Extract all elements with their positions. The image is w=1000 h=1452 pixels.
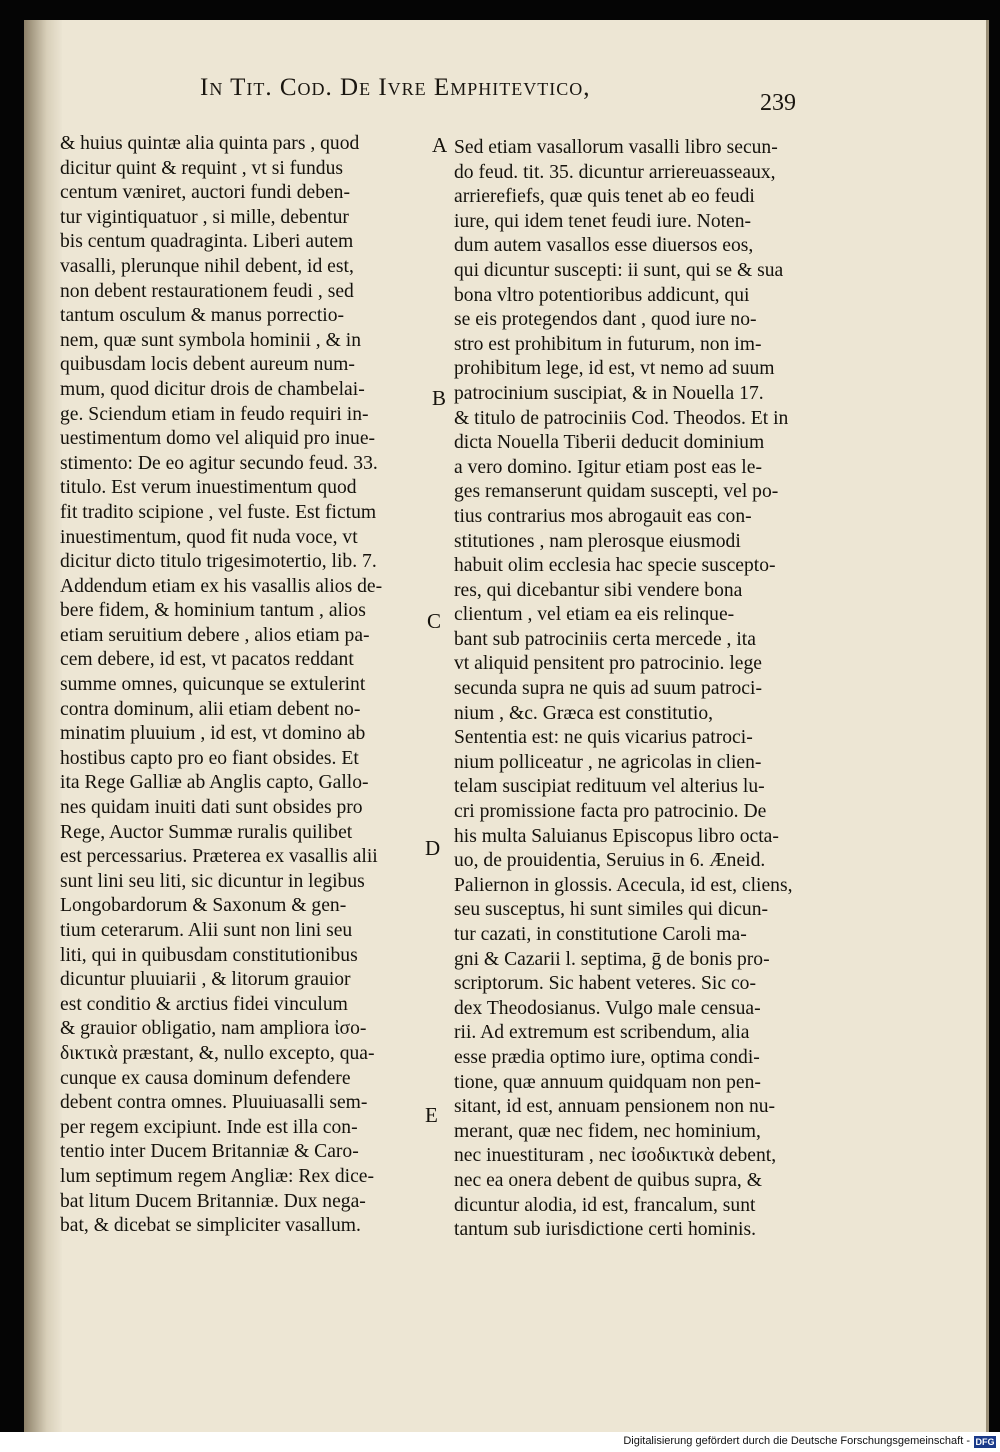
margin-marker-b: B <box>432 386 447 410</box>
left-column-line: liti, qui in quibusdam constitutionibus <box>60 944 358 966</box>
right-column-line: & titulo de patrociniis Cod. Theodos. Et in <box>454 407 789 429</box>
right-column-line: cri promissione facta pro patrocinio. De <box>454 801 767 823</box>
left-column-line: stimento: De eo agitur secundo feud. 33. <box>60 452 378 474</box>
right-column-line: ges remanserunt quidam suscepti, vel po- <box>454 481 779 503</box>
left-column-line: dicitur dicto titulo trigesimotertio, lib. 7. <box>60 551 377 573</box>
left-column-line: tentio inter Ducem Britanniæ & Caro- <box>60 1141 359 1163</box>
left-column-line: ita Rege Galliæ ab Anglis capto, Gallo- <box>60 772 369 794</box>
left-column-line: per regem excipiunt. Inde est illa con- <box>60 1116 358 1138</box>
left-column-line: δικτικὰ præstant, &, nullo excepto, qua- <box>60 1042 375 1064</box>
right-column-line: stitutiones , nam plerosque eiusmodi <box>454 530 741 552</box>
right-column-line: nium polliceatur , ne agricolas in clien- <box>454 751 762 773</box>
left-column-line: Rege, Auctor Summæ ruralis quilibet <box>60 821 353 843</box>
left-column-line: lum septimum regem Angliæ: Rex dice- <box>60 1165 374 1187</box>
right-column-line: clientum , vel etiam ea eis relinque- <box>454 604 735 626</box>
left-column-line: uestimentum domo vel aliquid pro inue- <box>60 428 376 450</box>
right-column-line: Sed etiam vasallorum vasalli libro secun- <box>454 137 778 158</box>
left-column-line: tur vigintiquatuor , si mille, debentur <box>60 206 349 228</box>
left-column-line: fit tradito scipione , vel fuste. Est fictum <box>60 501 377 523</box>
right-column-line: patrocinium suscipiat, & in Nouella 17. <box>454 382 764 404</box>
right-column-line: merant, quæ nec fidem, nec hominium, <box>454 1120 761 1142</box>
left-column-line: & grauior obligatio, nam ampliora ἰσο- <box>60 1018 367 1040</box>
right-column-line: res, qui dicebantur sibi vendere bona <box>454 579 743 601</box>
left-column-line: titulo. Est verum inuestimentum quod <box>60 477 357 499</box>
right-column-line: nium , &c. Græca est constitutio, <box>454 702 714 724</box>
right-column-line: nec inuestituram , nec ἰσοδικτικὰ debent, <box>454 1145 777 1167</box>
left-column-line: nes quidam inuiti dati sunt obsides pro <box>60 797 363 819</box>
right-column-line: sitant, id est, annuam pensionem non nu- <box>454 1096 776 1118</box>
left-column-line: centum væniret, auctori fundi deben- <box>60 182 351 204</box>
left-column-line: debent contra omnes. Pluuiuasalli sem- <box>60 1092 368 1114</box>
right-column-line: secunda supra ne quis ad suum patroci- <box>454 678 762 700</box>
left-column-line: bat litum Ducem Britanniæ. Dux nega- <box>60 1190 366 1212</box>
left-column-line: cem debere, id est, vt pacatos reddant <box>60 649 354 671</box>
right-column-line: se eis protegendos dant , quod iure no- <box>454 309 757 331</box>
left-column-line: bis centum quadraginta. Liberi autem <box>60 231 354 253</box>
left-column-line: dicitur quint & requint , vt si fundus <box>60 157 343 179</box>
left-column-line: est percessarius. Præterea ex vasallis alii <box>60 846 378 868</box>
running-title: In Tit. Cod. De Ivre Emphitevtico, <box>200 74 591 101</box>
page-number: 239 <box>760 90 796 116</box>
left-column-line: bere fidem, & hominium tantum , alios <box>60 600 366 622</box>
right-column-line: seu susceptus, hi sunt similes qui dicun- <box>454 899 769 921</box>
digitization-credit: Digitalisierung gefördert durch die Deutsche Forschungsgemeinschaft - <box>623 1435 970 1447</box>
left-column-line: quibusdam locis debent aureum num- <box>60 354 355 376</box>
margin-marker-d: D <box>425 836 441 860</box>
left-column-line: non debent restaurationem feudi , sed <box>60 280 354 302</box>
right-column-line: Paliernon in glossis. Acecula, id est, cliens, <box>454 874 793 896</box>
right-column-line: qui dicuntur suscepti: ii sunt, qui se & sua <box>454 259 784 281</box>
right-column-line: dicuntur alodia, id est, francalum, sunt <box>454 1194 756 1216</box>
right-column-line: tur cazati, in constitutione Caroli ma- <box>454 924 747 945</box>
right-column-line: telam suscipiat redituum vel alterius lu- <box>454 776 765 798</box>
right-column-line: tius contrarius mos abrogauit eas con- <box>454 505 752 527</box>
right-column-line: bant sub patrociniis certa mercede , ita <box>454 628 756 650</box>
right-column-line: iure, qui idem tenet feudi iure. Noten- <box>454 210 752 232</box>
left-column-line: sunt lini seu liti, sic dicuntur in legibus <box>60 870 365 892</box>
left-text-column <box>60 132 408 1239</box>
left-column-line: vasalli, plerunque nihil debent, id est, <box>60 255 354 277</box>
right-column-line: habuit olim ecclesia hac specie suscepto- <box>454 555 776 577</box>
margin-marker-a: A <box>432 133 448 157</box>
left-column-line: mum, quod dicitur drois de chambelai- <box>60 378 365 400</box>
left-column-line: nem, quæ sunt symbola hominii , & in <box>60 329 361 351</box>
right-column-line: arrierefiefs, quæ quis tenet ab eo feudi <box>454 186 755 208</box>
right-column-line: do feud. tit. 35. dicuntur arriereuasseaux, <box>454 161 776 183</box>
right-column-line: tantum sub iurisdictione certi hominis. <box>454 1219 757 1241</box>
right-column-line: his multa Saluianus Episcopus libro octa- <box>454 825 779 847</box>
right-column-line: esse prædia optimo iure, optima condi- <box>454 1046 760 1068</box>
right-column-line: Sententia est: ne quis vicarius patroci- <box>454 727 753 749</box>
left-column-line: minatim pluuium , id est, vt domino ab <box>60 723 366 745</box>
right-column-line: dum autem vasallos esse diuersos eos, <box>454 235 754 257</box>
right-column-line: stro est prohibitum in futurum, non im- <box>454 333 762 355</box>
left-column-line: & huius quintæ alia quinta pars , quod <box>60 133 360 154</box>
right-column-line: dicta Nouella Tiberii deducit dominium <box>454 432 765 454</box>
left-column-line: tium ceterarum. Alii sunt non lini seu <box>60 920 353 941</box>
right-column-line: a vero domino. Igitur etiam post eas le- <box>454 456 762 478</box>
margin-marker-c: C <box>427 609 442 633</box>
dfg-logo: DFG <box>975 1437 995 1447</box>
right-column-line: rii. Ad extremum est scribendum, alia <box>454 1022 750 1044</box>
left-column-line: summe omnes, quicunque se extulerint <box>60 674 366 696</box>
right-column-line: uo, de prouidentia, Seruius in 6. Æneid. <box>454 850 766 872</box>
right-column-line: scriptorum. Sic habent veteres. Sic co- <box>454 973 756 995</box>
right-column-line: dex Theodosianus. Vulgo male censua- <box>454 997 761 1019</box>
left-column-line: bat, & dicebat se simpliciter vasallum. <box>60 1215 361 1237</box>
right-column-line: prohibitum lege, id est, vt nemo ad suum <box>454 358 775 380</box>
left-column-line: etiam seruitium debere , alios etiam pa- <box>60 624 370 646</box>
right-column-line: tione, quæ annuum quidquam non pen- <box>454 1071 761 1093</box>
right-column-line: gni & Cazarii l. septima, ḡ de bonis pro- <box>454 948 770 970</box>
left-column-line: cunque ex causa dominum defendere <box>60 1067 351 1089</box>
page-gutter <box>24 20 62 1432</box>
left-column-line: ge. Sciendum etiam in feudo requiri in- <box>60 403 369 425</box>
left-column-line: inuestimentum, quod fit nuda voce, vt <box>60 526 358 548</box>
right-text-column <box>454 136 804 1243</box>
right-column-line: nec ea onera debent de quibus supra, & <box>454 1169 762 1191</box>
right-column-line: bona vltro potentioribus addicunt, qui <box>454 284 750 306</box>
margin-marker-e: E <box>425 1103 438 1127</box>
left-column-line: dicuntur pluuiarii , & litorum grauior <box>60 969 351 991</box>
left-column-line: tantum osculum & manus porrectio- <box>60 305 345 327</box>
left-column-line: hostibus capto pro eo fiant obsides. Et <box>60 747 359 769</box>
left-column-line: est conditio & arctius fidei vinculum <box>60 993 348 1015</box>
right-column-line: vt aliquid pensitent pro patrocinio. lege <box>454 653 762 675</box>
left-column-line: contra dominum, alii etiam debent no- <box>60 698 361 720</box>
left-column-line: Addendum etiam ex his vasallis alios de- <box>60 575 383 597</box>
left-column-line: Longobardorum & Saxonum & gen- <box>60 895 347 917</box>
